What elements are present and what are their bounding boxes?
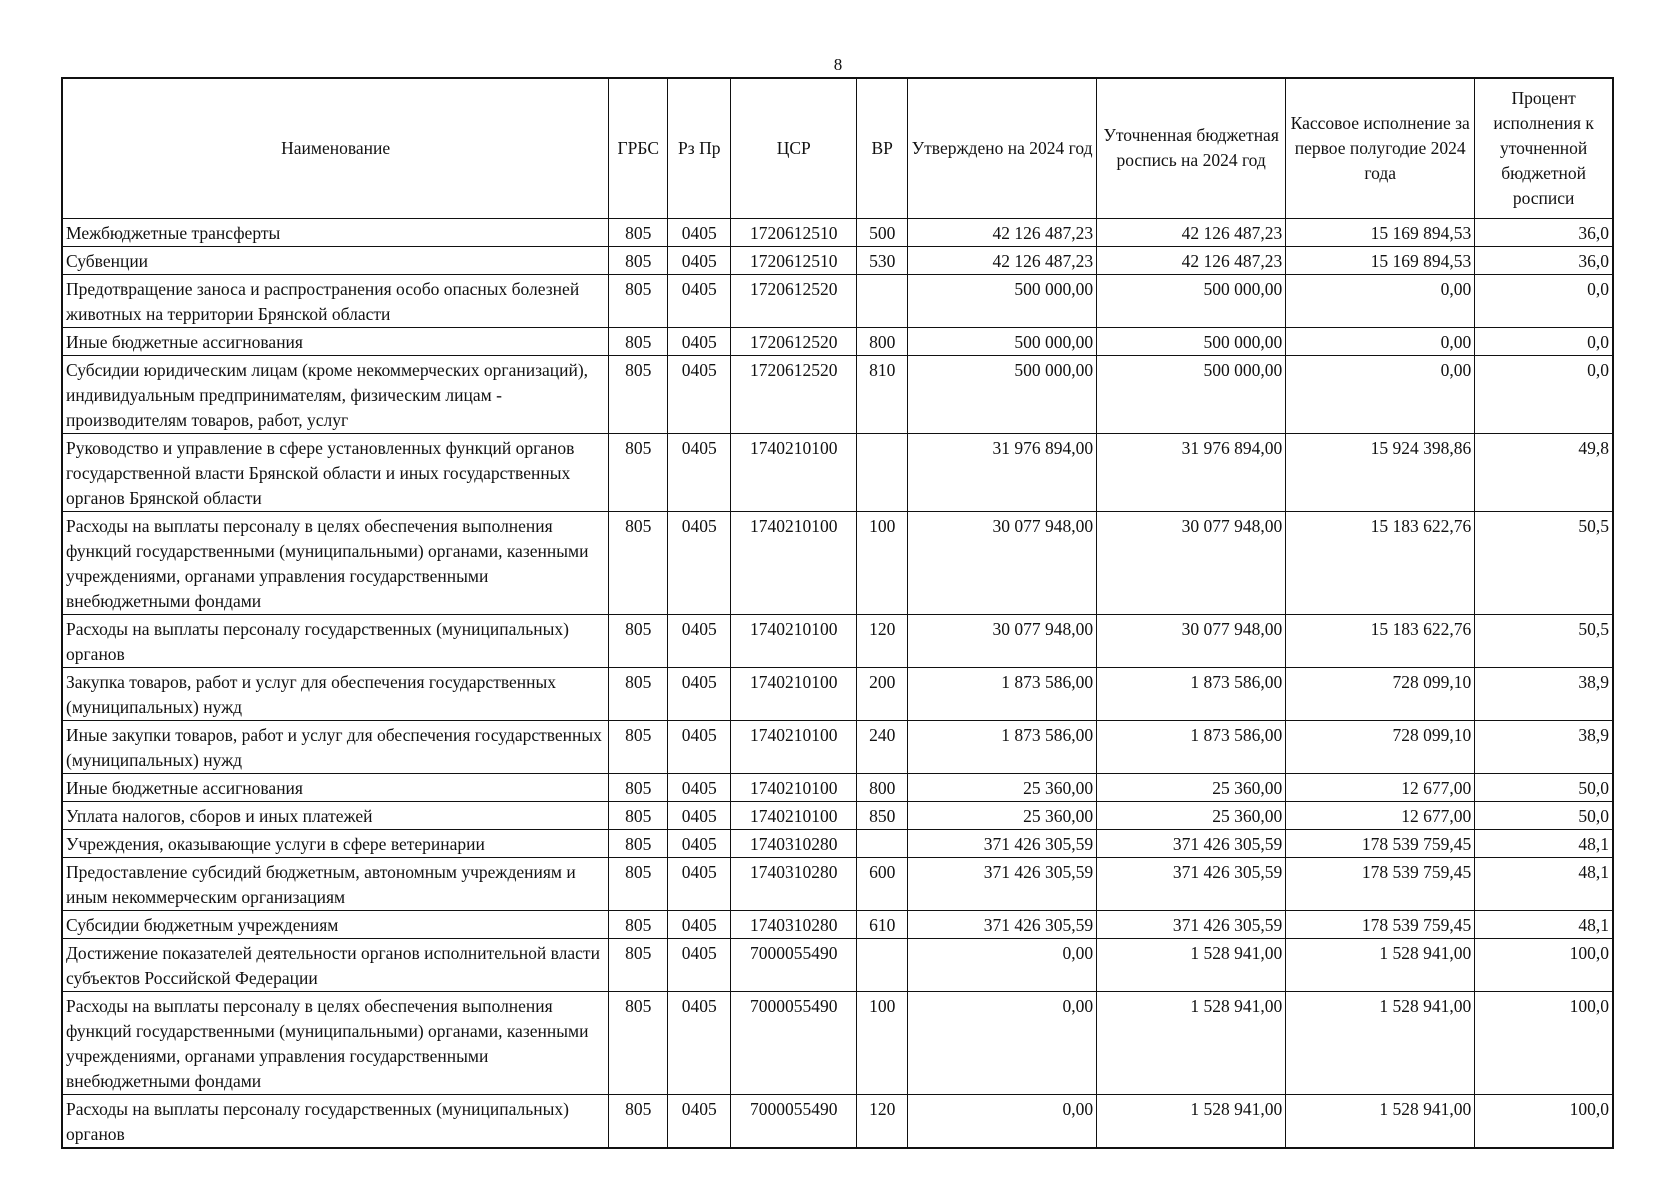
cell-csr: 1740210100 <box>731 720 857 773</box>
cell-csr: 1740310280 <box>731 857 857 910</box>
cell-vr: 810 <box>857 355 908 433</box>
cell-percent: 0,0 <box>1475 327 1613 355</box>
cell-vr: 530 <box>857 246 908 274</box>
cell-refined: 30 077 948,00 <box>1097 511 1286 614</box>
header-approved: Утверждено на 2024 год <box>908 78 1097 218</box>
cell-percent: 48,1 <box>1475 910 1613 938</box>
header-refined: Уточненная бюджетная роспись на 2024 год <box>1097 78 1286 218</box>
cell-vr: 240 <box>857 720 908 773</box>
cell-cash: 1 528 941,00 <box>1286 991 1475 1094</box>
cell-refined: 25 360,00 <box>1097 801 1286 829</box>
table-row <box>62 511 1613 614</box>
cell-rzpr: 0405 <box>668 327 731 355</box>
cell-name: Межбюджетные трансферты <box>62 218 609 246</box>
cell-name: Предоставление субсидий бюджетным, автономным учреждениям и иным некоммерческим организациям <box>62 857 609 910</box>
cell-grbs: 805 <box>609 327 668 355</box>
cell-grbs: 805 <box>609 433 668 511</box>
cell-approved: 371 426 305,59 <box>908 910 1097 938</box>
cell-name: Иные бюджетные ассигнования <box>62 327 609 355</box>
cell-percent: 0,0 <box>1475 355 1613 433</box>
header-vr: ВР <box>857 78 908 218</box>
cell-approved: 42 126 487,23 <box>908 246 1097 274</box>
table-row <box>62 218 1613 246</box>
cell-refined: 30 077 948,00 <box>1097 614 1286 667</box>
cell-rzpr: 0405 <box>668 829 731 857</box>
cell-csr: 1740210100 <box>731 433 857 511</box>
cell-csr: 1740210100 <box>731 614 857 667</box>
cell-grbs: 805 <box>609 801 668 829</box>
cell-approved: 500 000,00 <box>908 327 1097 355</box>
cell-rzpr: 0405 <box>668 938 731 991</box>
header-cash: Кассовое исполнение за первое полугодие 2024 года <box>1286 78 1475 218</box>
cell-vr: 610 <box>857 910 908 938</box>
cell-grbs: 805 <box>609 857 668 910</box>
cell-refined: 31 976 894,00 <box>1097 433 1286 511</box>
cell-percent: 50,5 <box>1475 511 1613 614</box>
cell-percent: 50,0 <box>1475 773 1613 801</box>
cell-refined: 371 426 305,59 <box>1097 910 1286 938</box>
page-number: 8 <box>833 55 843 74</box>
cell-vr <box>857 829 908 857</box>
cell-name: Расходы на выплаты персоналу в целях обеспечения выполнения функций государственными (муниципальными) органами, казенными учреждениями, органами управления государственными внебюджетными фондами <box>62 991 609 1094</box>
cell-vr: 100 <box>857 511 908 614</box>
cell-rzpr: 0405 <box>668 857 731 910</box>
header-grbs: ГРБС <box>609 78 668 218</box>
cell-grbs: 805 <box>609 218 668 246</box>
cell-grbs: 805 <box>609 991 668 1094</box>
cell-percent: 100,0 <box>1475 938 1613 991</box>
cell-name: Субсидии юридическим лицам (кроме некоммерческих организаций), индивидуальным предпринимателям, физическим лицам - производителям товаров, работ, услуг <box>62 355 609 433</box>
cell-csr: 1740210100 <box>731 511 857 614</box>
cell-vr: 800 <box>857 773 908 801</box>
cell-grbs: 805 <box>609 274 668 327</box>
cell-rzpr: 0405 <box>668 773 731 801</box>
cell-cash: 178 539 759,45 <box>1286 857 1475 910</box>
cell-cash: 178 539 759,45 <box>1286 910 1475 938</box>
cell-name: Уплата налогов, сборов и иных платежей <box>62 801 609 829</box>
cell-refined: 371 426 305,59 <box>1097 829 1286 857</box>
cell-cash: 12 677,00 <box>1286 773 1475 801</box>
cell-approved: 30 077 948,00 <box>908 511 1097 614</box>
cell-vr: 100 <box>857 991 908 1094</box>
cell-percent: 49,8 <box>1475 433 1613 511</box>
cell-approved: 1 873 586,00 <box>908 667 1097 720</box>
cell-rzpr: 0405 <box>668 274 731 327</box>
cell-refined: 25 360,00 <box>1097 773 1286 801</box>
cell-cash: 1 528 941,00 <box>1286 938 1475 991</box>
cell-csr: 1740210100 <box>731 667 857 720</box>
cell-rzpr: 0405 <box>668 910 731 938</box>
cell-vr <box>857 274 908 327</box>
cell-percent: 38,9 <box>1475 720 1613 773</box>
cell-name: Субвенции <box>62 246 609 274</box>
cell-name: Учреждения, оказывающие услуги в сфере ветеринарии <box>62 829 609 857</box>
cell-csr: 1720612520 <box>731 274 857 327</box>
cell-cash: 728 099,10 <box>1286 667 1475 720</box>
cell-refined: 500 000,00 <box>1097 327 1286 355</box>
header-csr: ЦСР <box>731 78 857 218</box>
cell-percent: 48,1 <box>1475 857 1613 910</box>
cell-csr: 1720612510 <box>731 246 857 274</box>
cell-vr <box>857 433 908 511</box>
cell-name: Закупка товаров, работ и услуг для обеспечения государственных (муниципальных) нужд <box>62 667 609 720</box>
table-row <box>62 667 1613 720</box>
cell-refined: 1 528 941,00 <box>1097 938 1286 991</box>
cell-grbs: 805 <box>609 910 668 938</box>
cell-approved: 371 426 305,59 <box>908 829 1097 857</box>
cell-cash: 0,00 <box>1286 327 1475 355</box>
table-row <box>62 327 1613 355</box>
cell-name: Расходы на выплаты персоналу государственных (муниципальных) органов <box>62 614 609 667</box>
cell-percent: 36,0 <box>1475 218 1613 246</box>
cell-approved: 31 976 894,00 <box>908 433 1097 511</box>
cell-rzpr: 0405 <box>668 614 731 667</box>
table-row <box>62 1094 1613 1148</box>
cell-refined: 42 126 487,23 <box>1097 218 1286 246</box>
cell-rzpr: 0405 <box>668 801 731 829</box>
table-row <box>62 433 1613 511</box>
cell-approved: 1 873 586,00 <box>908 720 1097 773</box>
cell-vr: 200 <box>857 667 908 720</box>
cell-approved: 0,00 <box>908 991 1097 1094</box>
cell-csr: 1740310280 <box>731 829 857 857</box>
cell-cash: 0,00 <box>1286 274 1475 327</box>
cell-grbs: 805 <box>609 511 668 614</box>
cell-refined: 1 873 586,00 <box>1097 720 1286 773</box>
table-row <box>62 614 1613 667</box>
cell-percent: 0,0 <box>1475 274 1613 327</box>
cell-vr: 500 <box>857 218 908 246</box>
table-row <box>62 720 1613 773</box>
cell-refined: 371 426 305,59 <box>1097 857 1286 910</box>
cell-percent: 100,0 <box>1475 991 1613 1094</box>
header-row <box>62 78 1613 218</box>
cell-cash: 15 183 622,76 <box>1286 614 1475 667</box>
table-row <box>62 801 1613 829</box>
cell-percent: 50,0 <box>1475 801 1613 829</box>
cell-cash: 1 528 941,00 <box>1286 1094 1475 1148</box>
cell-grbs: 805 <box>609 246 668 274</box>
cell-name: Достижение показателей деятельности органов исполнительной власти субъектов Российской Федерации <box>62 938 609 991</box>
cell-grbs: 805 <box>609 355 668 433</box>
cell-approved: 371 426 305,59 <box>908 857 1097 910</box>
cell-csr: 7000055490 <box>731 938 857 991</box>
cell-cash: 15 169 894,53 <box>1286 218 1475 246</box>
table-body <box>62 218 1613 1148</box>
cell-percent: 36,0 <box>1475 246 1613 274</box>
cell-rzpr: 0405 <box>668 1094 731 1148</box>
cell-approved: 30 077 948,00 <box>908 614 1097 667</box>
table-row <box>62 857 1613 910</box>
cell-percent: 50,5 <box>1475 614 1613 667</box>
cell-csr: 1720612510 <box>731 218 857 246</box>
cell-rzpr: 0405 <box>668 511 731 614</box>
cell-csr: 7000055490 <box>731 991 857 1094</box>
cell-refined: 1 873 586,00 <box>1097 667 1286 720</box>
table-row <box>62 910 1613 938</box>
cell-name: Расходы на выплаты персоналу в целях обеспечения выполнения функций государственными (муниципальными) органами, казенными учреждениями, органами управления государственными внебюджетными фондами <box>62 511 609 614</box>
cell-vr: 800 <box>857 327 908 355</box>
cell-approved: 500 000,00 <box>908 274 1097 327</box>
table-row <box>62 355 1613 433</box>
cell-csr: 1720612520 <box>731 355 857 433</box>
table-row <box>62 246 1613 274</box>
cell-csr: 7000055490 <box>731 1094 857 1148</box>
table-row <box>62 274 1613 327</box>
cell-vr: 600 <box>857 857 908 910</box>
cell-grbs: 805 <box>609 1094 668 1148</box>
cell-rzpr: 0405 <box>668 433 731 511</box>
cell-name: Иные бюджетные ассигнования <box>62 773 609 801</box>
cell-vr: 850 <box>857 801 908 829</box>
cell-approved: 0,00 <box>908 938 1097 991</box>
budget-table <box>61 77 1614 1149</box>
cell-rzpr: 0405 <box>668 667 731 720</box>
cell-grbs: 805 <box>609 829 668 857</box>
table-row <box>62 829 1613 857</box>
cell-refined: 500 000,00 <box>1097 274 1286 327</box>
cell-cash: 15 169 894,53 <box>1286 246 1475 274</box>
cell-vr: 120 <box>857 1094 908 1148</box>
header-name: Наименование <box>62 78 609 218</box>
cell-refined: 1 528 941,00 <box>1097 1094 1286 1148</box>
cell-name: Предотвращение заноса и распространения особо опасных болезней животных на территории Брянской области <box>62 274 609 327</box>
cell-rzpr: 0405 <box>668 246 731 274</box>
cell-grbs: 805 <box>609 773 668 801</box>
cell-grbs: 805 <box>609 720 668 773</box>
cell-name: Расходы на выплаты персоналу государственных (муниципальных) органов <box>62 1094 609 1148</box>
cell-cash: 178 539 759,45 <box>1286 829 1475 857</box>
cell-cash: 0,00 <box>1286 355 1475 433</box>
cell-approved: 25 360,00 <box>908 773 1097 801</box>
cell-grbs: 805 <box>609 667 668 720</box>
cell-vr <box>857 938 908 991</box>
cell-cash: 728 099,10 <box>1286 720 1475 773</box>
cell-vr: 120 <box>857 614 908 667</box>
header-percent: Процент исполнения к уточненной бюджетной росписи <box>1475 78 1613 218</box>
cell-csr: 1740210100 <box>731 801 857 829</box>
table-row <box>62 991 1613 1094</box>
cell-csr: 1720612520 <box>731 327 857 355</box>
cell-approved: 42 126 487,23 <box>908 218 1097 246</box>
table-row <box>62 773 1613 801</box>
cell-cash: 12 677,00 <box>1286 801 1475 829</box>
cell-percent: 38,9 <box>1475 667 1613 720</box>
cell-approved: 25 360,00 <box>908 801 1097 829</box>
cell-refined: 1 528 941,00 <box>1097 991 1286 1094</box>
cell-name: Иные закупки товаров, работ и услуг для обеспечения государственных (муниципальных) нужд <box>62 720 609 773</box>
cell-cash: 15 183 622,76 <box>1286 511 1475 614</box>
cell-approved: 500 000,00 <box>908 355 1097 433</box>
cell-percent: 48,1 <box>1475 829 1613 857</box>
cell-rzpr: 0405 <box>668 218 731 246</box>
cell-refined: 500 000,00 <box>1097 355 1286 433</box>
cell-percent: 100,0 <box>1475 1094 1613 1148</box>
cell-rzpr: 0405 <box>668 720 731 773</box>
table-row <box>62 938 1613 991</box>
cell-rzpr: 0405 <box>668 991 731 1094</box>
cell-csr: 1740210100 <box>731 773 857 801</box>
header-rzpr: Рз Пр <box>668 78 731 218</box>
cell-approved: 0,00 <box>908 1094 1097 1148</box>
cell-name: Субсидии бюджетным учреждениям <box>62 910 609 938</box>
cell-csr: 1740310280 <box>731 910 857 938</box>
cell-rzpr: 0405 <box>668 355 731 433</box>
cell-grbs: 805 <box>609 938 668 991</box>
cell-cash: 15 924 398,86 <box>1286 433 1475 511</box>
cell-refined: 42 126 487,23 <box>1097 246 1286 274</box>
cell-grbs: 805 <box>609 614 668 667</box>
cell-name: Руководство и управление в сфере установленных функций органов государственной власти Брянской области и иных государственных органов Брянской области <box>62 433 609 511</box>
